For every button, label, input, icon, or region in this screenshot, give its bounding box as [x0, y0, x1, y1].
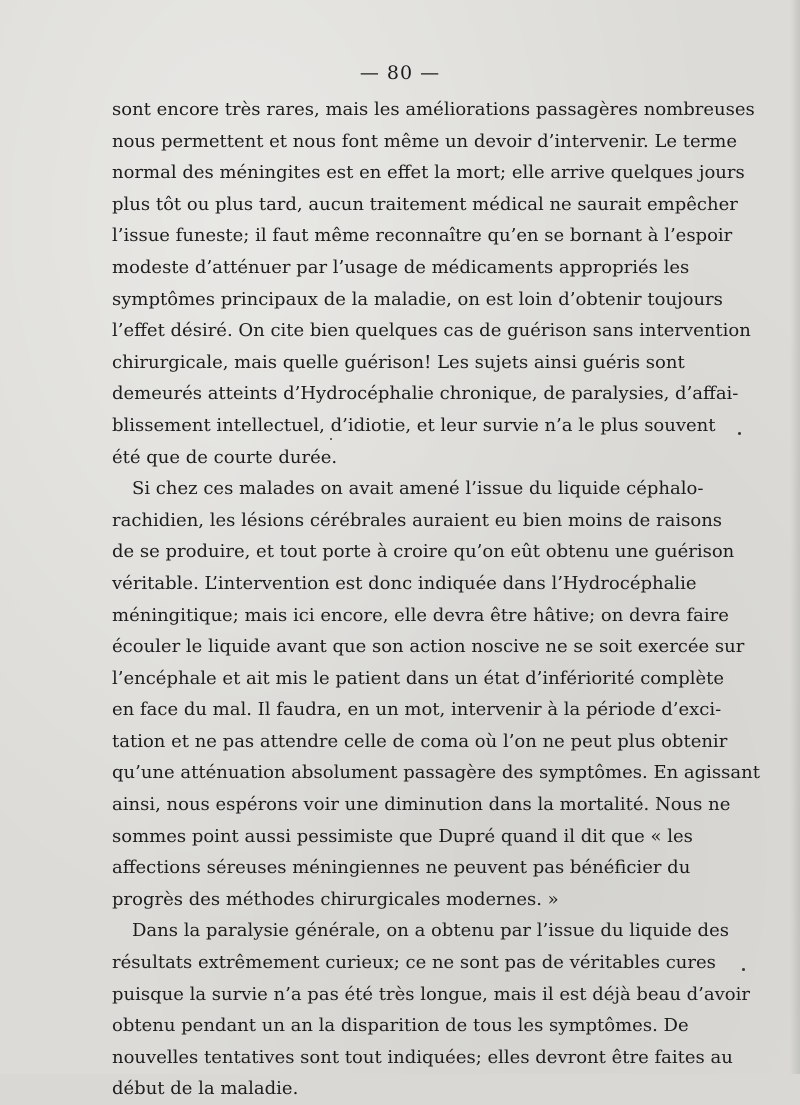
- text-line: blissement intellectuel, d’idiotie, et leur survie n’a le plus souvent: [112, 414, 716, 436]
- text-line: qu’une atténuation absolument passagère des symptômes. En agissant: [112, 762, 760, 784]
- scan-speck: [742, 968, 745, 971]
- text-line: sont encore très rares, mais les améliorations passagères nombreuses: [112, 99, 755, 120]
- text-line: véritable. L’intervention est donc indiquée dans l’Hydrocéphalie: [112, 572, 697, 594]
- text-line: rachidien, les lésions cérébrales auraient eu bien moins de raisons: [112, 509, 723, 531]
- text-line: début de la maladie.: [112, 1078, 299, 1100]
- text-line: de se produire, et tout porte à croire qu’on eût obtenu une guérison: [112, 541, 735, 563]
- text-line: l’effet désiré. On cite bien quelques cas de guérison sans intervention: [112, 320, 751, 342]
- text-line: été que de courte durée.: [112, 446, 338, 468]
- scan-speck: [738, 432, 741, 435]
- text-line: progrès des méthodes chirurgicales modernes. »: [112, 888, 559, 910]
- text-line: demeurés atteints d’Hydrocéphalie chronique, de paralysies, d’affai-: [112, 383, 739, 405]
- text-line: ainsi, nous espérons voir une diminution dans la mortalité. Nous ne: [112, 794, 731, 816]
- text-line: Si chez ces malades on avait amené l’issue du liquide céphalo-: [132, 478, 704, 500]
- text-line: affections séreuses méningiennes ne peuvent pas bénéficier du: [112, 857, 691, 879]
- text-line: nouvelles tentatives sont tout indiquées; elles devront être faites au: [112, 1046, 733, 1068]
- text-line: chirurgicale, mais quelle guérison! Les sujets ainsi guéris sont: [112, 351, 685, 373]
- text-line: plus tôt ou plus tard, aucun traitement médical ne saurait empêcher: [112, 193, 738, 215]
- scan-speck: [330, 438, 332, 440]
- text-line: normal des méningites est en effet la mort; elle arrive quelques jours: [112, 162, 745, 184]
- text-line: l’issue funeste; il faut même reconnaître qu’en se bornant à l’espoir: [112, 225, 733, 247]
- page-number: — 80 —: [359, 62, 441, 84]
- body-text: [112, 94, 760, 1105]
- page-edge-shadow: [790, 0, 800, 1074]
- text-line: nous permettent et nous font même un devoir d’intervenir. Le terme: [112, 130, 737, 152]
- text-line: tation et ne pas attendre celle de coma où l’on ne peut plus obtenir: [112, 730, 728, 752]
- text-line: symptômes principaux de la maladie, on est loin d’obtenir toujours: [112, 288, 723, 310]
- text-line: Dans la paralysie générale, on a obtenu par l’issue du liquide des: [132, 920, 729, 942]
- text-line: sommes point aussi pessimiste que Dupré quand il dit que « les: [112, 825, 693, 847]
- text-line: obtenu pendant un an la disparition de tous les symptômes. De: [112, 1015, 689, 1037]
- text-line: en face du mal. Il faudra, en un mot, intervenir à la période d’exci-: [112, 699, 722, 721]
- text-line: l’encéphale et ait mis le patient dans un état d’infériorité complète: [112, 667, 725, 689]
- text-line: méningitique; mais ici encore, elle devra être hâtive; on devra faire: [112, 604, 729, 626]
- text-line: résultats extrêmement curieux; ce ne sont pas de véritables cures: [112, 952, 716, 974]
- text-line: écouler le liquide avant que son action noscive ne se soit exercée sur: [112, 636, 745, 658]
- text-line: modeste d’atténuer par l’usage de médicaments appropriés les: [112, 256, 690, 278]
- text-line: puisque la survie n’a pas été très longue, mais il est déjà beau d’avoir: [112, 983, 750, 1005]
